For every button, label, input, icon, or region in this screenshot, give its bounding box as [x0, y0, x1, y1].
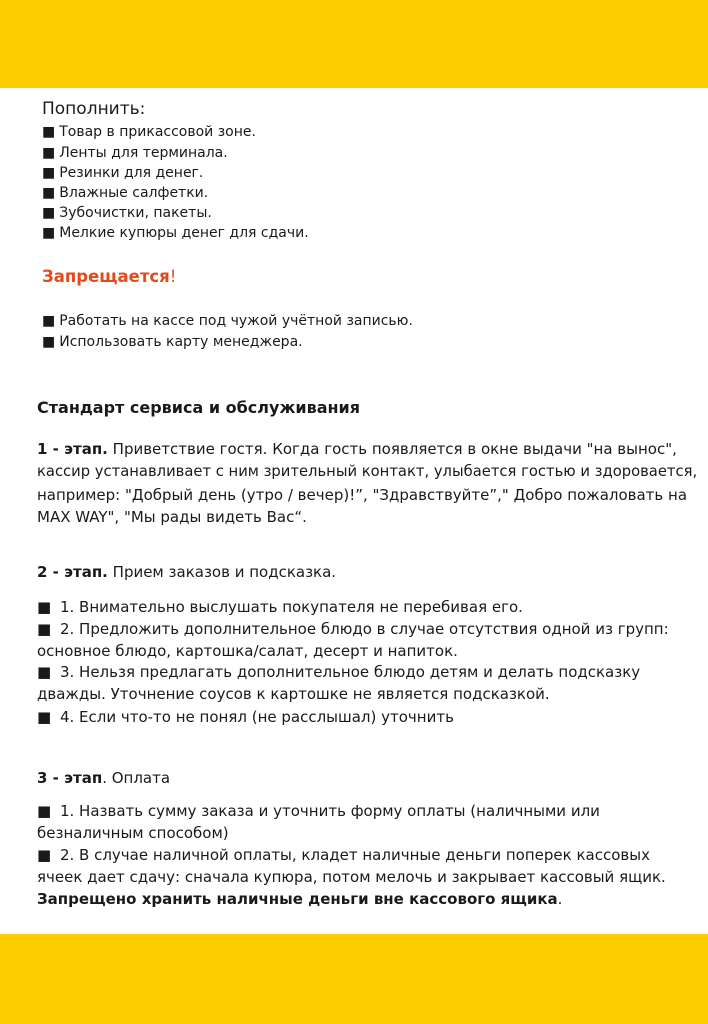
stage1-line: MAX WAY", "Мы рады видеть Вас“.: [37, 508, 307, 526]
stage2-line: ■ 3. Нельзя предлагать дополнительное блюдо детям и делать подсказку: [37, 663, 641, 681]
stage3-line: ■ 1. Назвать сумму заказа и уточнить форму оплаты (наличными или: [37, 802, 600, 820]
list-item: ■ Резинки для денег.: [42, 165, 204, 181]
stage3-line: ячеек дает сдачу: сначала купюра, потом мелочь и закрывает кассовый ящик.: [37, 868, 666, 886]
list-item: ■ Использовать карту менеджера.: [42, 334, 303, 350]
top-yellow-band: [0, 0, 708, 88]
forbidden-title: Запрещается!: [42, 267, 177, 286]
list-item: ■ Зубочистки, пакеты.: [42, 205, 212, 221]
list-item: ■ Мелкие купюры денег для сдачи.: [42, 225, 309, 241]
bottom-yellow-band: [0, 934, 708, 1024]
stage2-line: ■ 2. Предложить дополнительное блюдо в случае отсутствия одной из групп:: [37, 620, 669, 638]
stage2-heading: 2 - этап. Прием заказов и подсказка.: [37, 563, 337, 581]
stage2-line: дважды. Уточнение соусов к картошке не является подсказкой.: [37, 685, 550, 703]
stage3-line: ■ 2. В случае наличной оплаты, кладет наличные деньги поперек кассовых: [37, 846, 650, 864]
stage3-line: безналичным способом): [37, 824, 229, 842]
stage2-line: ■ 1. Внимательно выслушать покупателя не перебивая его.: [37, 598, 523, 616]
standard-title: Стандарт сервиса и обслуживания: [37, 398, 361, 417]
stage1-line: например: "Добрый день (утро / вечер)!”, "Здравствуйте”," Добро пожаловать на: [37, 486, 688, 504]
list-item: ■ Работать на кассе под чужой учётной записью.: [42, 313, 413, 329]
stage2-line: основное блюдо, картошка/салат, десерт и напиток.: [37, 642, 458, 660]
replenish-title: Пополнить:: [42, 99, 146, 119]
stage3-heading: 3 - этап. Оплата: [37, 769, 171, 787]
stage1-line: кассир устанавливает с ним зрительный контакт, улыбается гостью и здоровается,: [37, 463, 698, 480]
list-item: ■ Ленты для терминала.: [42, 145, 228, 161]
stage3-warning: Запрещено хранить наличные деньги вне кассового ящика.: [37, 890, 563, 908]
list-item: ■ Товар в прикассовой зоне.: [42, 124, 256, 140]
list-item: ■ Влажные салфетки.: [42, 185, 209, 201]
stage2-line: ■ 4. Если что-то не понял (не расслышал) уточнить: [37, 708, 454, 726]
stage1-line: 1 - этап. Приветствие гостя. Когда гость появляется в окне выдачи "на вынос",: [37, 440, 677, 458]
